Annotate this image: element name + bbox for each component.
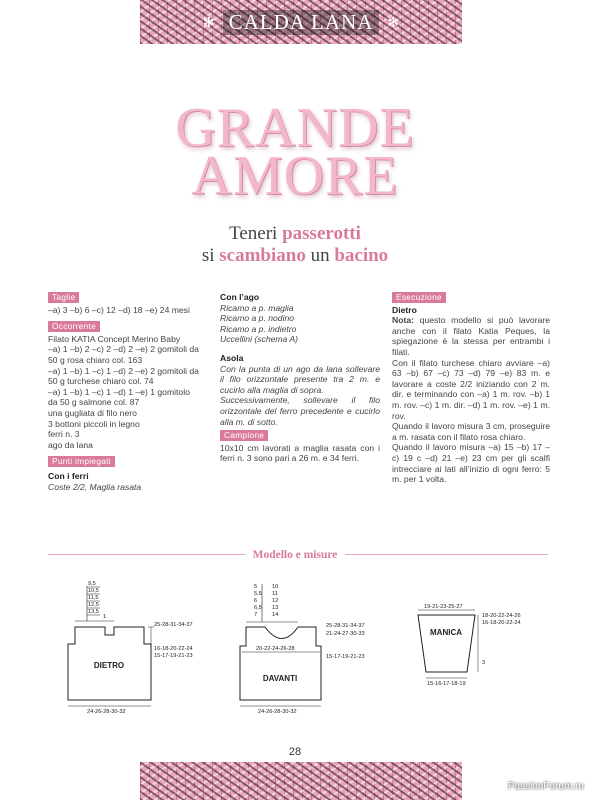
schematic-davanti (240, 584, 365, 715)
page-title-line2: AMORE (191, 145, 399, 207)
instruction-paragraph: Con il filato turchese chiaro avviare –a) 63 –b) 67 –c) 73 –d) 79 –e) 83 m. e lavorare a coste 2/2 iniziando con 2 m. dir. e terminando con –a) 1 m. rov. –b) 1 m. rov. –c) 1 m. dir. –d) 1 m. rov. –e) 1 m. rov. (392, 357, 550, 421)
measure: 13,5 (88, 609, 99, 615)
subheading-con-ferri: Con i ferri (48, 470, 89, 481)
schematics (0, 572, 590, 742)
subheading-con-ago: Con l’ago (220, 292, 260, 302)
schematic-manica (418, 604, 521, 687)
measure: 24-26-28-30-32 (87, 709, 126, 715)
measure: 12,5 (88, 602, 99, 608)
measure: 1 (103, 614, 107, 620)
measure: 13 (272, 605, 279, 611)
magazine-brand (140, 0, 462, 44)
materials-line: 3 bottoni piccoli in legno (48, 418, 140, 429)
measure: 16-18-20-22-24 (482, 620, 521, 626)
needle-stitch: Ricamo a p. maglia (220, 302, 294, 313)
measure: 19-21-23-25-27 (424, 604, 463, 610)
materials-line: una gugliata di filo nero (48, 407, 137, 418)
column-materials (48, 292, 206, 492)
buttonhole-text: Con la punta di un ago da lana sollevare il filo orizzontale presente tra 2 m. e cucirlo alla maglia di sopra. (220, 363, 380, 395)
materials-line: ago da lana (48, 439, 93, 450)
subtitle-highlight: passerotti (282, 223, 361, 244)
materials-line: ferri n. 3 (48, 429, 80, 440)
page-title-line1: GRANDE (175, 97, 415, 159)
section-label-esecuzione: Esecuzione (392, 292, 446, 303)
column-stitches (220, 292, 380, 464)
measure: 5 (254, 584, 258, 590)
measure: 7 (254, 612, 258, 618)
subheading-asola: Asola (220, 352, 244, 363)
materials-line: Filato KATIA Concept Merino Baby (48, 333, 181, 344)
measure: 25-28-31-34-37 (326, 623, 365, 629)
section-label-campione: Campione (220, 430, 268, 441)
measure: 11 (272, 591, 278, 597)
measure: 25-28-31-34-37 (154, 622, 193, 628)
subtitle-highlight: bacino (334, 245, 389, 266)
piece-label-manica: MANICA (430, 628, 462, 637)
measure: 15-17-19-21-23 (154, 653, 193, 659)
measure: 15-16-17-18-19 (427, 681, 466, 687)
subtitle-text: Teneri (229, 223, 283, 244)
instruction-paragraph: Quando il lavoro misura –a) 15 –b) 17 –c) 19 c –d) 21 –e) 23 cm per gli scalfi intrecciare ai lati all’inizio di ogni ferro: 5 m. per 1 volta. (392, 442, 550, 485)
note-label: Nota: (392, 315, 414, 326)
measure: 10 (272, 584, 279, 590)
knit-texture-footer (140, 762, 462, 800)
measure: 6,5 (254, 605, 262, 611)
measure: 14 (272, 612, 279, 618)
piece-label-davanti: DAVANTI (262, 674, 298, 683)
davanti-outline (240, 627, 321, 700)
page-number: 28 (288, 746, 302, 758)
watermark: PassionForum.ru (507, 781, 584, 792)
measure: 16-18-20-22-24 (154, 646, 193, 652)
section-label-taglie: Taglie (48, 292, 79, 303)
materials-line: –a) 1 –b) 1 –c) 1 –d) 1 –e) 1 gomitolo (48, 386, 190, 397)
subheading-dietro: Dietro (392, 304, 417, 315)
stitches-text: Coste 2/2, Maglia rasata (48, 481, 142, 492)
measure: 6 (254, 598, 258, 604)
piece-label-dietro: DIETRO (93, 661, 125, 670)
measure: 21-24-27-30-33 (326, 631, 365, 637)
materials-line: 50 g rosa chiaro col. 163 (48, 354, 143, 365)
subtitle-line1 (0, 222, 590, 246)
subtitle-highlight: scambiano (219, 245, 306, 266)
needle-stitch: Uccellini (schema A) (220, 334, 298, 345)
section-label-punti: Punti impiegati (48, 456, 115, 467)
measure: 15-17-19-21-23 (326, 654, 365, 660)
sizes-text: –a) 3 –b) 6 –c) 12 –d) 18 –e) 24 mesi (48, 304, 190, 315)
measure: 10,5 (88, 588, 99, 594)
needle-stitch: Ricamo a p. nodino (220, 313, 295, 324)
diagram-section-title (0, 545, 590, 563)
diagram-title-text: Modello e misure (245, 549, 346, 561)
section-label-occorrente: Occorrente (48, 321, 100, 332)
note-paragraph (392, 315, 550, 357)
materials-line: 50 g turchese chiaro col. 74 (48, 376, 154, 387)
measure: 11,5 (88, 595, 99, 601)
needle-stitch: Ricamo a p. indietro (220, 323, 297, 334)
column-instructions (392, 292, 550, 485)
measure: 12 (272, 598, 279, 604)
materials-line: –a) 1 –b) 2 –c) 2 –d) 2 –e) 2 gomitoli da (48, 344, 199, 355)
manica-outline (418, 615, 475, 672)
measure: 9,5 (88, 581, 96, 587)
gauge-text: 10x10 cm lavorati a maglia rasata con i ferri n. 3 sono pari a 26 m. e 34 ferri. (220, 442, 380, 464)
subtitle-text: un (305, 245, 335, 266)
materials-line: –a) 1 –b) 1 –c) 1 –d) 2 –e) 2 gomitoli da (48, 365, 199, 376)
snowflake-icon: ✻ (202, 13, 215, 30)
subtitle-text: si (201, 245, 220, 266)
schematic-dietro (68, 581, 193, 715)
note-text: questo modello si può lavorare anche con il filato Katia Peques, la spiegazione è la stessa per entrambi i filati. (392, 315, 550, 357)
buttonhole-text-2: Successivamente, sollevare il filo orizzontale del ferro precedente e cucirlo alla m. di sotto. (220, 395, 380, 427)
instruction-paragraph: Quando il lavoro misura 3 cm, proseguire a m. rasata con il filato rosa chiaro. (392, 421, 550, 442)
snowflake-icon: ✻ (387, 13, 400, 30)
subtitle-line2 (0, 244, 590, 268)
measure: 24-26-28-30-32 (258, 709, 297, 715)
measure: 18-20-22-24-26 (482, 613, 521, 619)
brand-title: CALDA LANA (223, 10, 380, 35)
measure: 3 (482, 660, 486, 666)
measure: 20-22-24-26-28 (256, 646, 295, 652)
materials-line: da 50 g salmone col. 87 (48, 397, 140, 408)
measure: 5,5 (254, 591, 262, 597)
